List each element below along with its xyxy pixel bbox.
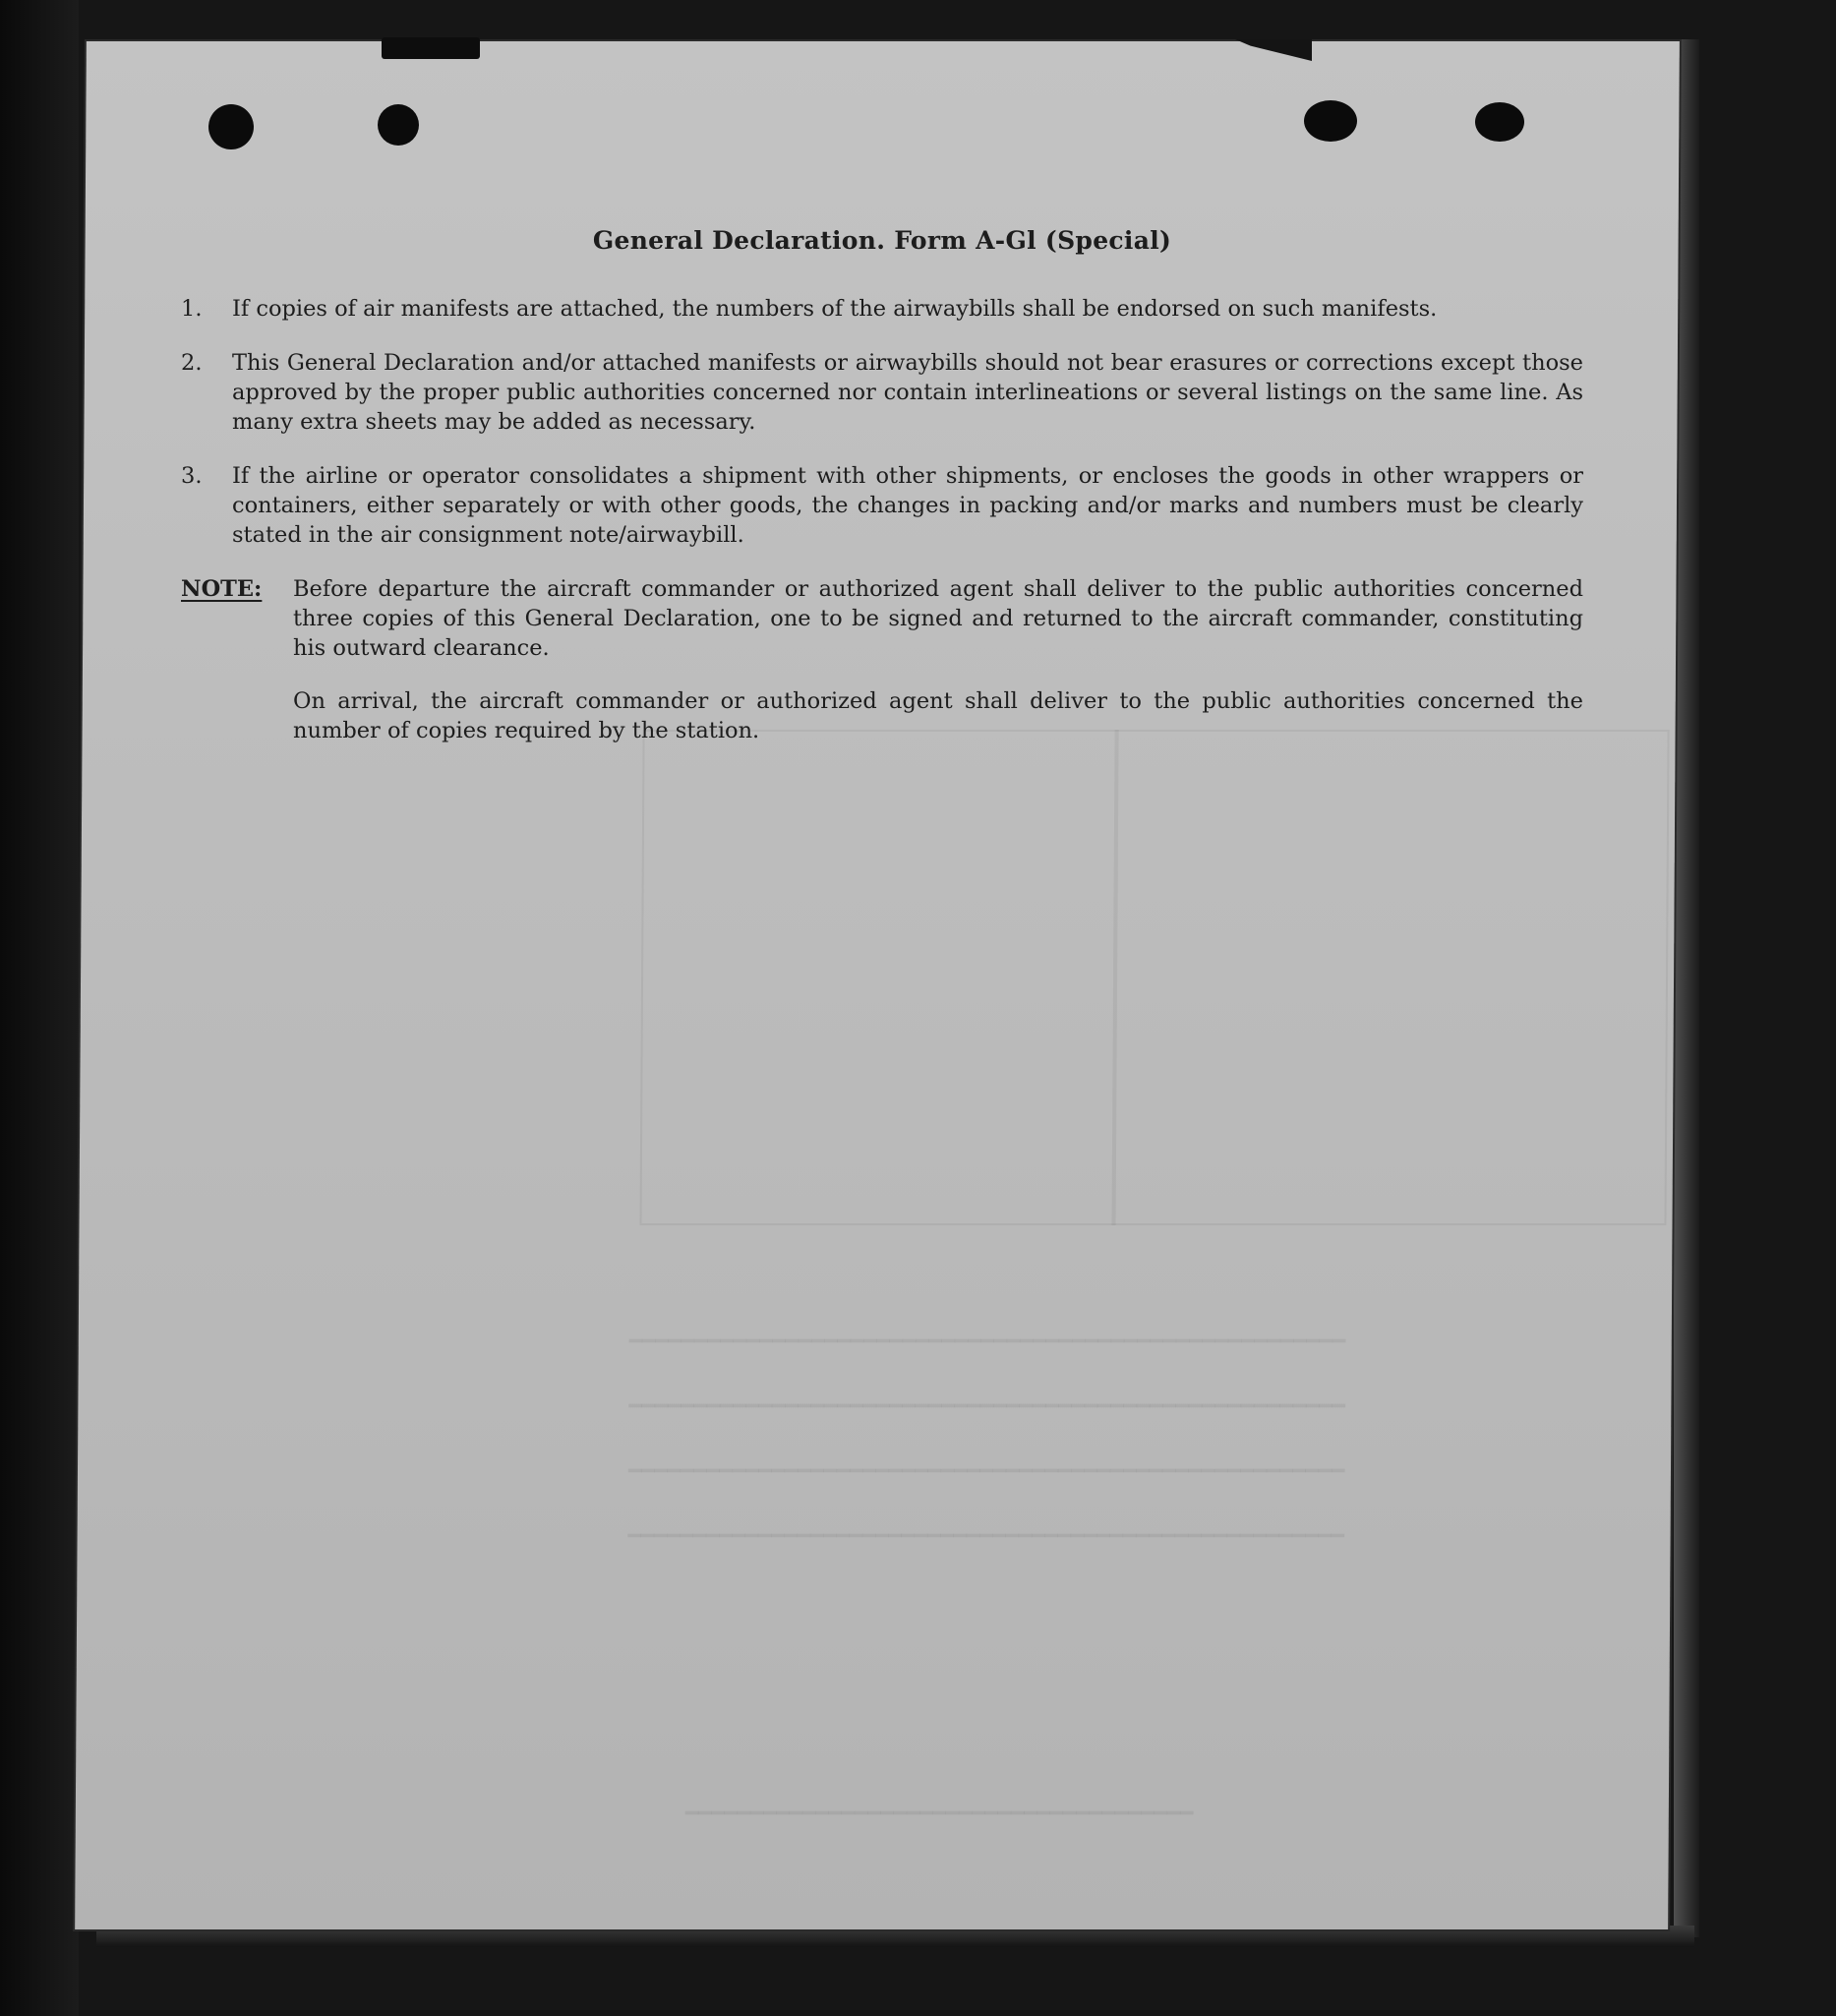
show-through-text: ━━━━━━━━━━━━━━━━━━━━━━━━━━━━━━━━━━━━━━━━━━━━━━━━━━━━━━━ (627, 1459, 1345, 1484)
item-number: 2. (181, 350, 203, 376)
instruction-item (181, 348, 1583, 437)
instructions-body (181, 218, 1583, 769)
note-paragraph: Before departure the aircraft commander or authorized agent shall deliver to the public authorities concerned three copies of this General Declaration, one to be signed and returned to the aircraft commander, constituting his outward clearance. (293, 576, 1583, 661)
punch-hole (1304, 100, 1357, 142)
torn-tab (382, 37, 480, 59)
note-section (181, 574, 1583, 769)
show-through-text: ━━━━━━━━━━━━━━━━━━━━━━━━━━━━━━━━━━━━━━━━━━━━━━━━━━━━━━━ (628, 1330, 1346, 1354)
note-body (293, 574, 1583, 769)
punch-hole (1475, 102, 1524, 142)
show-through-text: ━━━━━━━━━━━━━━━━━━━━━━━━━━━━━━━━━━━━━━━ (684, 1802, 1194, 1826)
item-number: 3. (181, 463, 203, 489)
item-text: If the airline or operator consolidates a shipment with other shipments, or encloses the goods in other wrappers or containers, either separately or with other goods, the changes in packing and/or marks and numbers must be clearly stated in the air consignment note/airwaybill. (232, 463, 1583, 548)
show-through-text: ━━━━━━━━━━━━━━━━━━━━━━━━━━━━━━━━━━━━━━━━━━━━━━━━━━━━━━━ (628, 1394, 1345, 1419)
note-paragraph: On arrival, the aircraft commander or authorized agent shall deliver to the public authorities concerned the number of copies required by the station. (293, 688, 1583, 743)
instruction-item (181, 461, 1583, 550)
punch-hole (378, 104, 419, 146)
item-text: This General Declaration and/or attached manifests or airwaybills should not bear erasures or corrections except those approved by the proper public authorities concerned nor contain interlineations or several listings on the same line. As many extra sheets may be added as necessary. (232, 350, 1583, 435)
document-title: General Declaration. Form A-Gl (Special) (592, 226, 1172, 255)
instruction-item (181, 294, 1583, 324)
note-label: NOTE: (181, 576, 263, 602)
item-text: If copies of air manifests are attached, the numbers of the airwaybills shall be endorsed on such manifests. (232, 296, 1438, 322)
punch-hole (208, 104, 254, 149)
show-through-text: ━━━━━━━━━━━━━━━━━━━━━━━━━━━━━━━━━━━━━━━━━━━━━━━━━━━━━━━ (627, 1524, 1345, 1549)
show-through-form-box (640, 730, 1670, 1225)
item-number: 1. (181, 296, 203, 322)
scan-border (0, 0, 79, 2016)
